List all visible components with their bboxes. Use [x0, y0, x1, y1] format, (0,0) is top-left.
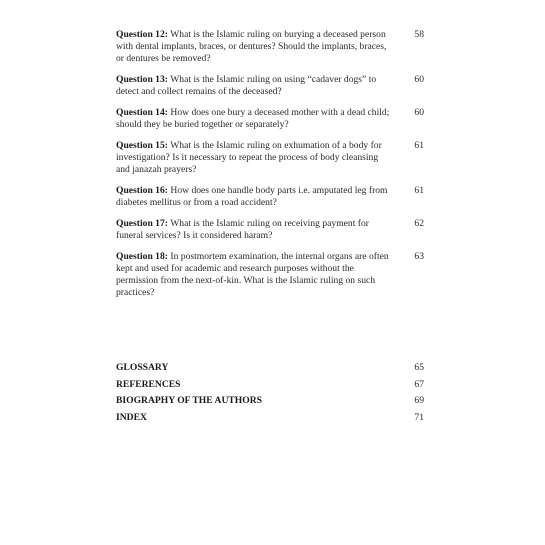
- entry-text: [116, 74, 392, 98]
- question-text: What is the Islamic ruling on burying a deceased person with dental implants, braces, or dentures? Should the implants, braces, or dentures be removed?: [116, 29, 387, 65]
- toc-entry-q18: [116, 251, 424, 300]
- page-number: 60: [414, 107, 424, 119]
- entry-text: [116, 107, 392, 131]
- toc-entry-q15: [116, 140, 424, 177]
- toc-entry-references: [116, 377, 424, 394]
- back-matter-label: INDEX: [116, 411, 147, 423]
- toc-entry-q17: [116, 218, 424, 242]
- back-matter-label: GLOSSARY: [116, 362, 169, 373]
- page-number: 60: [414, 74, 424, 86]
- entry-text: [116, 218, 392, 242]
- question-label: Question 13:: [116, 74, 168, 86]
- toc-entry-q13: [116, 74, 424, 98]
- question-text: What is the Islamic ruling on using “cadaver dogs” to detect and collect remains of the deceased?: [116, 74, 377, 98]
- question-label: Question 17:: [116, 217, 168, 229]
- question-text: In postmortem examination, the internal organs are often kept and used for academic and research purposes without the permission from the next-of-kin. What is the Islamic ruling on such practices?: [116, 250, 389, 299]
- page-number: 62: [414, 217, 424, 229]
- question-label: Question 18:: [116, 250, 168, 262]
- toc-entry-biography: [116, 393, 424, 410]
- toc-questions: [116, 29, 424, 308]
- page-number: 63: [414, 250, 424, 262]
- page-number: 58: [414, 29, 424, 40]
- entry-text: [116, 29, 392, 66]
- page-number: 69: [414, 395, 424, 407]
- question-text: How does one bury a deceased mother with a dead child; should they be buried together or separately?: [116, 107, 390, 131]
- page-number: 67: [414, 378, 424, 390]
- toc-entry-q12: [116, 29, 424, 66]
- question-label: Question 12:: [116, 29, 168, 40]
- back-matter-label: BIOGRAPHY OF THE AUTHORS: [116, 395, 262, 407]
- page-number: 65: [414, 362, 424, 373]
- question-text: What is the Islamic ruling on exhumation of a body for investigation? Is it necessary to repeat the process of body cleansing and janazah prayers?: [116, 139, 382, 176]
- page-number: 71: [414, 411, 424, 423]
- toc-entry-q14: [116, 107, 424, 131]
- page-number: 61: [414, 185, 424, 197]
- question-text: How does one handle body parts i.e. amputated leg from diabetes mellitus or from a road accident?: [116, 185, 388, 209]
- toc-back-matter: [116, 360, 424, 426]
- toc-entry-glossary: [116, 360, 424, 377]
- page-number: 61: [414, 139, 424, 151]
- back-matter-label: REFERENCES: [116, 378, 181, 390]
- entry-text: [116, 251, 392, 300]
- entry-text: [116, 140, 392, 177]
- question-label: Question 14:: [116, 107, 168, 119]
- entry-text: [116, 185, 392, 209]
- question-label: Question 15:: [116, 139, 168, 151]
- toc-entry-index: [116, 410, 424, 427]
- toc-entry-q16: [116, 185, 424, 209]
- question-text: What is the Islamic ruling on receiving payment for funeral services? Is it considered haram?: [116, 217, 369, 242]
- question-label: Question 16:: [116, 185, 168, 197]
